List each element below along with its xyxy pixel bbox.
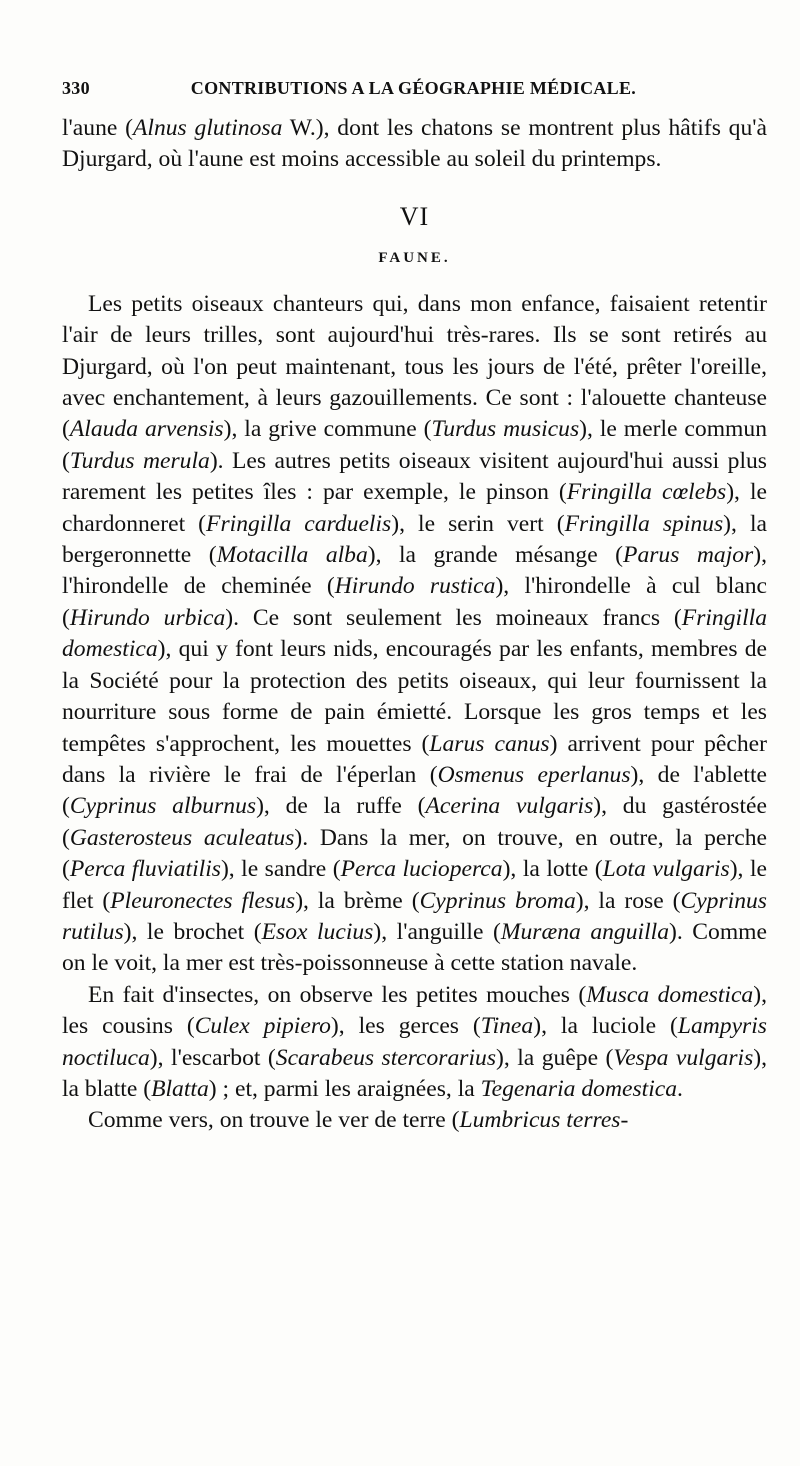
text-run: Comme vers, on trouve le ver de terre (	[88, 1107, 460, 1134]
section-number: VI	[399, 201, 430, 231]
text-run: ), la rose (	[575, 887, 681, 914]
text-run: ), la blatte (	[62, 1044, 768, 1102]
section-title: FAUNE.	[378, 249, 451, 266]
latin-name: Scarabeus stercorarius	[275, 1044, 497, 1071]
latin-name: Fringilla cœlebs	[566, 479, 727, 506]
text-run: ), les cousins (	[62, 981, 767, 1040]
text-run: ), la guêpe (	[496, 1044, 614, 1071]
running-title: CONTRIBUTIONS A LA GÉOGRAPHIE MÉDICALE.	[190, 78, 637, 98]
latin-name: Acerina vulgaris	[425, 793, 594, 820]
latin-name: Hirundo rustica	[334, 573, 496, 600]
running-header	[62, 78, 767, 99]
text-run: ), la luciole (	[533, 1013, 678, 1040]
text-run: ). Dans la mer, on trouve, en outre, la perche (	[62, 824, 767, 883]
paragraph	[62, 113, 767, 176]
book-page	[62, 78, 767, 1137]
latin-name: Cyprinus alburnus	[69, 793, 257, 820]
text-run: ), du gastérostée (	[62, 793, 767, 851]
text-run: ), l'anguille (	[373, 918, 501, 945]
text-run: l'aune (	[62, 115, 133, 141]
latin-name: Blatta	[151, 1075, 209, 1102]
latin-name: Fringilla spinus	[564, 510, 724, 537]
text-run: ), la lotte (	[502, 856, 603, 883]
latin-name: Esox lucius	[261, 918, 374, 945]
text-run: ), la grive commune (	[223, 416, 432, 443]
page-body	[62, 113, 767, 1137]
text-run: ). Ce sont seulement les moineaux francs (	[225, 604, 682, 631]
text-run: ). Les autres petits oiseaux visitent aujourd'hui aussi plus rarement les petites îles : par exemple, le pinson (	[62, 447, 767, 506]
latin-name: Tegenaria domestica	[480, 1075, 678, 1102]
latin-name: Alauda arvensis	[69, 416, 224, 443]
text-run: ), le serin vert (	[391, 510, 565, 537]
text-run: ), de l'ablette (	[62, 761, 767, 820]
latin-name: Cyprinus rutilus	[62, 887, 767, 945]
latin-name: Parus major	[623, 542, 754, 569]
latin-name: Perca lucioperca	[340, 856, 503, 883]
text-run: ), l'hirondelle de cheminée (	[62, 542, 768, 600]
latin-name: Fringilla domestica	[62, 604, 767, 663]
latin-name: Lampyris noctiluca	[62, 1013, 767, 1071]
latin-name: Lumbricus terres-	[459, 1107, 629, 1134]
latin-name: Cyprinus broma	[419, 887, 576, 914]
text-run: ), la brème (	[295, 887, 420, 914]
latin-name: Tinea	[480, 1013, 534, 1040]
latin-name: Alnus glutinosa	[133, 115, 283, 141]
latin-name: Turdus musicus	[431, 416, 580, 443]
latin-name: Vespa vulgaris	[613, 1044, 754, 1071]
text-run: Les petits oiseaux chanteurs qui, dans mon enfance, faisaient retentir l'air de leurs trilles, sont aujourd'hui très-rares. Ils se sont retirés au Djurgard, où l'on peut maintenant, tous les jours de l'été, prêter l'oreille, avec enchantement, à leurs gazouillements. Ce sont : l'alouette chanteuse (	[62, 290, 767, 443]
text-run: ), la grande mésange (	[367, 542, 624, 569]
text-run: ) arrivent pour pêcher dans la rivière le frai de l'éperlan (	[62, 730, 768, 788]
text-run: ), l'escarbot (	[149, 1044, 276, 1071]
page-number: 330	[62, 78, 90, 98]
text-run: ), qui y font leurs nids, encouragés par les enfants, membres de la Société pour la protection des petits oiseaux, qui leur fournissent la nourriture sous forme de pain émietté. Lorsque les gros temps et les tempêtes s'approchent, les mouettes (	[62, 636, 767, 757]
latin-name: Hirundo urbica	[69, 604, 226, 631]
latin-name: Culex pipiero	[194, 1013, 331, 1040]
text-run: ), la bergeronnette (	[62, 510, 767, 569]
text-run: ), les gerces (	[330, 1013, 481, 1040]
latin-name: Osmenus eperlanus	[437, 761, 631, 788]
latin-name: Pleuronectes flesus	[110, 887, 296, 914]
text-run: ) ; et, parmi les araignées, la	[208, 1075, 481, 1102]
text-run: ), le brochet (	[123, 918, 262, 945]
latin-name: Larus canus	[429, 730, 550, 757]
text-run: ), le sandre (	[220, 856, 341, 883]
paragraph	[62, 1105, 767, 1136]
text-run: W.), dont les chatons se montrent plus hâtifs qu'à Djurgard, où l'aune est moins accessible au soleil du printemps.	[62, 115, 767, 173]
latin-name: Lota vulgaris	[602, 856, 730, 883]
latin-name: Musca domestica	[586, 981, 754, 1008]
text-run: En fait d'insectes, on observe les petites mouches (	[88, 981, 587, 1008]
latin-name: Fringilla carduelis	[206, 510, 392, 537]
latin-name: Motacilla alba	[216, 542, 368, 569]
text-run: ), le merle commun (	[62, 416, 767, 474]
text-run: ), le chardonneret (	[62, 479, 767, 537]
text-run: ). Comme on le voit, la mer est très-poissonneuse à cette station navale.	[62, 918, 767, 977]
paragraph	[62, 289, 767, 980]
paragraph	[62, 980, 767, 1106]
latin-name: Gasterosteus aculeatus	[69, 824, 295, 851]
text-run: .	[677, 1075, 683, 1102]
text-run: ), le flet (	[62, 856, 767, 914]
latin-name: Perca fluviatilis	[69, 856, 221, 883]
latin-name: Turdus merula	[69, 447, 210, 474]
text-run: ), de la ruffe (	[256, 793, 426, 820]
text-run: ), l'hirondelle à cul blanc (	[62, 573, 768, 631]
latin-name: Muræna anguilla	[500, 918, 669, 945]
